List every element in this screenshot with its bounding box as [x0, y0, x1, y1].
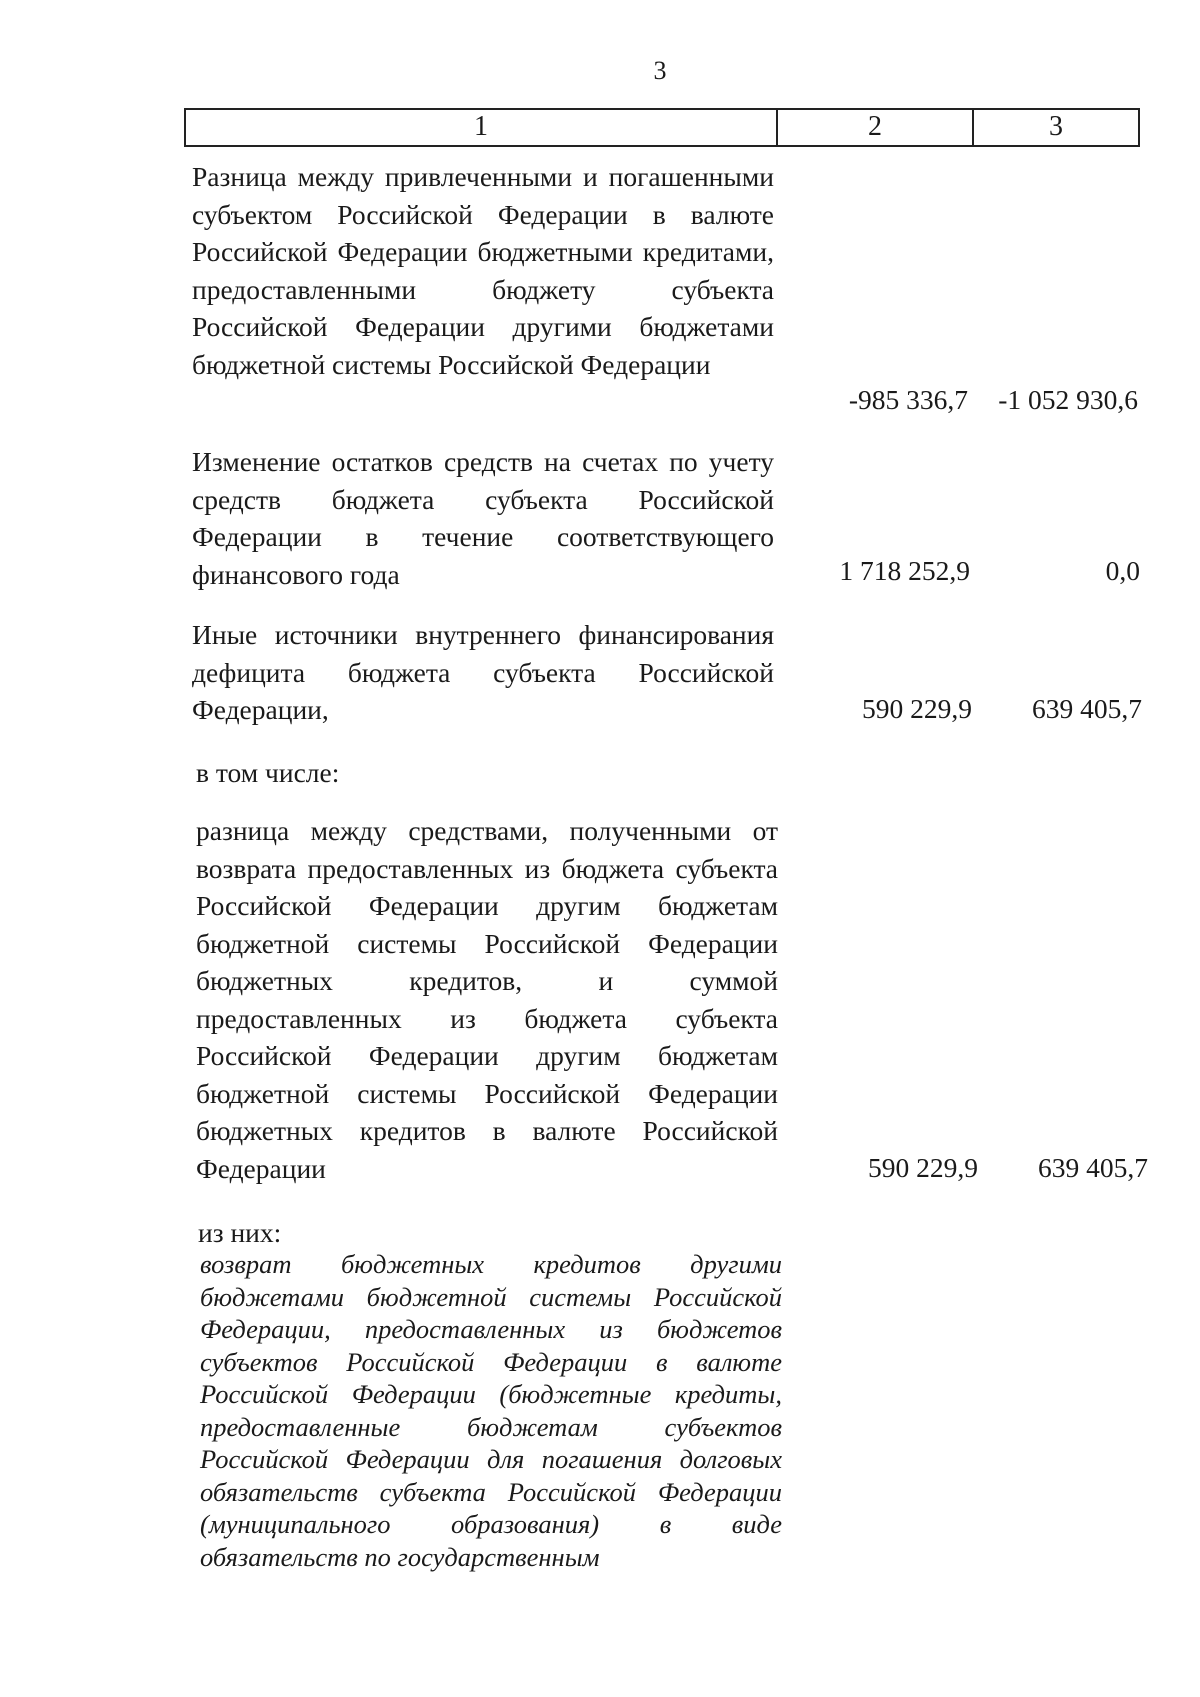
row-value-col2: 590 229,9 [862, 693, 972, 724]
column-header-2: 2 [778, 110, 974, 145]
row-value-col3: 639 405,7 [1038, 1152, 1148, 1183]
row-value-col3: 0,0 [1105, 555, 1140, 586]
row-value-col2: 590 229,9 [868, 1152, 978, 1183]
row-description: разница между средствами, полученными от возврата предоставленных из бюджета субъекта Российской Федерации другим бюджетам бюджетной системы Российской Федерации бюджетных кредитов, и суммой предоставленных из бюджета субъекта Российской Федерации другим бюджетам бюджетной системы Российской Федерации бюджетных кредитов в валюте Российской Федерации [196, 815, 778, 1184]
row-description-italic: возврат бюджетных кредитов другими бюджетами бюджетной системы Российской Федерации, предоставленных из бюджетов субъектов Российской Федерации в валюте Российской Федерации (бюджетные кредиты, предоставленные бюджетам субъектов Российской Федерации для погашения долговых обязательств субъекта Российской Федерации (муниципального образования) в виде обязательств по государственным [200, 1249, 782, 1572]
row-value-col3: -1 052 930,6 [998, 384, 1138, 415]
row-value-col2: 1 718 252,9 [839, 555, 970, 586]
column-header-1: 1 [186, 110, 778, 145]
table-header [184, 108, 1140, 147]
row-description: Иные источники внутреннего финансирования дефицита бюджета субъекта Российской Федерации, [192, 619, 774, 725]
row-description: Разница между привлеченными и погашенными субъектом Российской Федерации в валюте Российской Федерации бюджетными кредитами, предоставленными бюджету субъекта Российской Федерации другими бюджетами бюджетной системы Российской Федерации [192, 161, 774, 380]
row-value-col2: -985 336,7 [848, 384, 968, 415]
subheading-of-them: из них: [198, 1217, 282, 1248]
row-description: Изменение остатков средств на счетах по учету средств бюджета субъекта Российской Федерации в течение соответствующего финансового года [192, 446, 774, 590]
row-value-col3: 639 405,7 [1032, 693, 1142, 724]
subheading-including: в том числе: [196, 757, 340, 788]
column-header-3: 3 [1049, 111, 1063, 142]
page-number: 3 [653, 56, 667, 85]
